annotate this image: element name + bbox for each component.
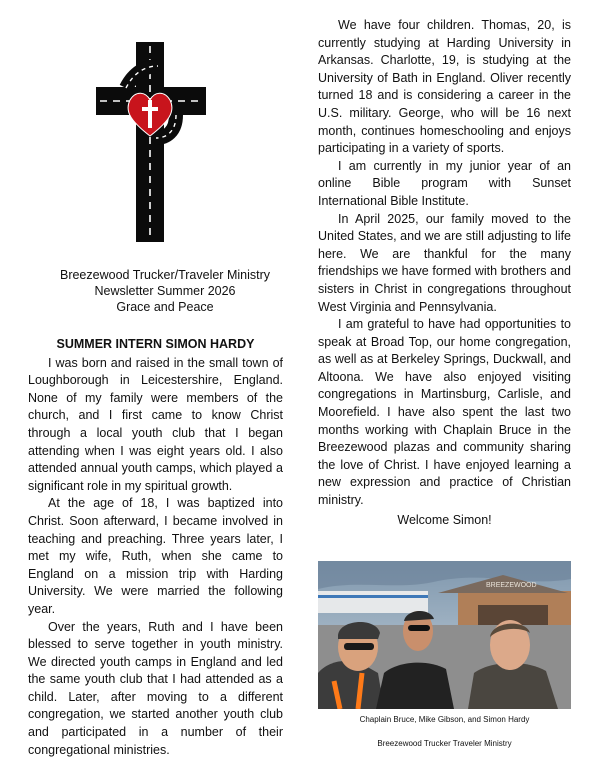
photo-caption: Chaplain Bruce, Mike Gibson, and Simon Hardy xyxy=(359,715,530,724)
cross-road-heart-logo xyxy=(96,42,206,242)
greeting: Grace and Peace xyxy=(116,300,214,314)
article-heading: SUMMER INTERN SIMON HARDY xyxy=(56,337,255,351)
article-paragraph: I am currently in my junior year of an online Bible program with Sunset International Bible Institute. xyxy=(318,158,571,208)
masthead xyxy=(30,267,300,315)
article-paragraph: At the age of 18, I was baptized into Christ. Soon afterward, I became involved in teaching and preaching. Three years later, I met my wife, Ruth, when she came to England on a mission trip with Harding University. We were married the following year. xyxy=(28,496,283,616)
article-paragraph: Over the years, Ruth and I have been blessed to serve together in youth ministry. We directed youth camps in England and led the same youth club that I had attended as a child. Later, after moving to a different congregation, we started another youth club and participated in a number of their congregational ministries. xyxy=(28,619,283,757)
newsletter-issue: Newsletter Summer 2026 xyxy=(94,284,236,298)
footer-ministry-name: Breezewood Trucker Traveler Ministry xyxy=(377,739,512,748)
ministry-name: Breezewood Trucker/Traveler Ministry xyxy=(59,268,271,282)
article-paragraph: In April 2025, our family moved to the United States, and we are still adjusting to life here. We are thankful for the many friendships we have formed with brothers and sisters in Christ in congregations throughout West Virginia and Pennsylvania. xyxy=(318,211,571,314)
welcome-line: Welcome Simon! xyxy=(397,512,492,527)
group-photo xyxy=(318,561,571,709)
sign-text: BREEZEWOOD xyxy=(486,582,537,589)
article-paragraph: I was born and raised in the small town of Loughborough in Leicestershire, England. None of my family were members of the church, and I first came to know Christ through a local youth club that I began attending when I was eight years old. I also attended annual youth camps, which played a significant role in my spiritual growth. xyxy=(28,355,283,493)
article-paragraph: I am grateful to have had opportunities to speak at Broad Top, our home congregation, as well as at Berkeley Springs, Duckwall, and Altoona. We have also enjoyed visiting congregations in Martinsburg, Carlisle, and Moorefield. I have also spent the last two months working with Chaplain Bruce in the Breezewood plazas and community sharing the love of Christ. I have enjoyed learning a new expression and practice of Christian ministry. xyxy=(318,317,571,508)
article-right-column xyxy=(318,17,571,529)
article-left-column xyxy=(28,336,283,759)
article-paragraph: We have four children. Thomas, 20, is currently studying at Harding University in Arkansas. Charlotte, 19, is studying at the University of Bath in England. Oliver recently turned 18 and is considering a career in the U.S. military. George, who will be 16 next month, continues homeschooling and enjoys participating in a variety of sports. xyxy=(318,18,571,156)
